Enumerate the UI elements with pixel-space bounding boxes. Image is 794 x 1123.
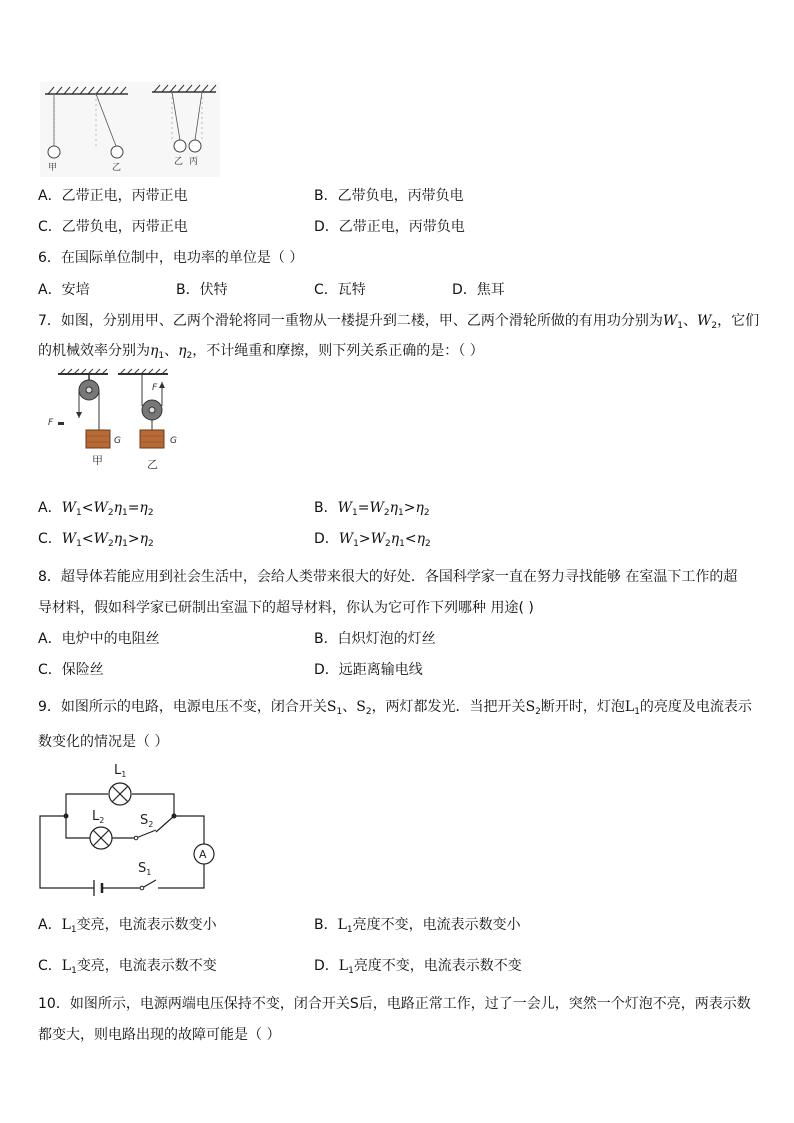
eta-symbol: η	[389, 500, 398, 516]
q8-option-d: D．远距离输电线	[314, 662, 423, 678]
q9-stem-line2: 数变化的情况是（ ）	[38, 734, 169, 750]
q9-text: 的亮度及电流表示	[639, 699, 752, 715]
sub: 1	[336, 707, 343, 717]
label-yi-right: 乙	[174, 157, 184, 167]
sub: 2	[186, 351, 193, 361]
switch-symbol: S	[525, 699, 536, 715]
w-symbol: W	[61, 500, 76, 516]
force-label-jia: F	[48, 418, 54, 428]
q7-stem-line2-tail: ，不计绳重和摩擦，则下列关系正确的是：（ ）	[192, 343, 484, 359]
sub: 1	[353, 539, 359, 549]
q6-option-d: D．焦耳	[452, 282, 505, 298]
lamp-symbol: L	[61, 958, 72, 974]
q9-option-d	[314, 957, 522, 975]
q9-text: ，两灯都发光．当把开关	[371, 699, 526, 715]
svg-text:L1	[114, 763, 126, 779]
sub: 1	[158, 351, 165, 361]
label-s1-sub: 1	[146, 868, 152, 877]
sub: 2	[107, 508, 114, 518]
weight-label-jia: G	[114, 436, 121, 446]
q7-option-b	[314, 499, 430, 517]
label-yi-left: 乙	[112, 163, 122, 173]
label-s1: S	[138, 861, 147, 876]
w-symbol: W	[61, 531, 77, 547]
weight-label-yi: G	[170, 436, 177, 446]
q9-option-c	[38, 957, 217, 975]
sub: 2	[385, 539, 391, 549]
w-symbol: W	[337, 500, 352, 516]
q7-stem-line2	[38, 342, 484, 360]
eta-symbol: η	[150, 343, 159, 359]
weight-block-jia	[86, 430, 110, 448]
option-letter: B．	[314, 917, 338, 933]
svg-text:S2	[140, 813, 153, 829]
q7-stem-line1	[38, 312, 759, 330]
option-text: 变亮，电流表示数不变	[76, 958, 217, 974]
q7-option-a	[38, 499, 154, 517]
sub: 2	[425, 539, 431, 549]
sub: 1	[71, 966, 77, 976]
sub: 1	[70, 925, 77, 935]
q6-option-b: B．伏特	[176, 282, 228, 298]
relation: >	[358, 531, 371, 547]
relation: =	[357, 500, 370, 516]
label-l2-sub: 2	[99, 816, 105, 825]
q9-option-b	[314, 916, 521, 934]
w-symbol: W	[697, 313, 712, 329]
w-symbol: W	[93, 500, 108, 516]
w-symbol: W	[369, 500, 384, 516]
eta-symbol: η	[139, 500, 148, 516]
eta-symbol: η	[113, 531, 123, 547]
sub: 1	[346, 925, 353, 935]
w-symbol: W	[662, 313, 678, 329]
relation: =	[127, 500, 140, 516]
separator: 、	[342, 699, 357, 715]
w-symbol: W	[93, 531, 109, 547]
option-letter: C．	[38, 958, 62, 974]
relation: <	[81, 500, 94, 516]
option-letter: A．	[38, 500, 62, 516]
sub: 1	[352, 508, 358, 518]
eta-symbol: η	[390, 531, 400, 547]
sub: 2	[147, 508, 154, 518]
q5-option-d: D．乙带正电，丙带负电	[314, 219, 465, 235]
sub: 2	[365, 707, 372, 717]
option-letter: D．	[314, 531, 339, 547]
pulley-figure	[44, 368, 194, 478]
label-yi-pulley: 乙	[147, 458, 158, 471]
option-text: 变亮，电流表示数变小	[76, 917, 217, 933]
option-letter: A．	[38, 917, 62, 933]
q7-option-c	[38, 530, 154, 548]
label-s2-sub: 2	[148, 820, 154, 829]
sub: 1	[121, 508, 128, 518]
q9-option-a	[38, 916, 217, 934]
q7-stem-line1-text: 7．如图，分别用甲、乙两个滑轮将同一重物从一楼提升到二楼，甲、乙两个滑轮所做的有用功分别为	[38, 313, 663, 329]
ball-yi-left	[111, 146, 123, 158]
force-label-yi: F	[152, 383, 158, 393]
option-letter: B．	[314, 500, 338, 516]
label-jia: 甲	[48, 163, 58, 173]
sub: 2	[148, 539, 154, 549]
sub: 2	[423, 508, 430, 518]
sub: 1	[76, 539, 82, 549]
q8-option-c: C．保险丝	[38, 662, 104, 678]
q8-stem-line1: 8．超导体若能应用到社会生活中，会给人类带来很大的好处．各国科学家一直在努力寻找能够 在室温下工作的超	[38, 569, 738, 585]
relation: <	[404, 531, 417, 547]
q10-stem-line2: 都变大，则电路出现的故障可能是（ ）	[38, 1027, 281, 1043]
label-bing: 丙	[189, 157, 199, 167]
label-l1: L	[114, 763, 122, 778]
q7-option-d	[314, 530, 431, 548]
sub: 2	[108, 539, 114, 549]
ball-bing	[189, 140, 201, 152]
q5-option-b: B．乙带负电，丙带负电	[314, 188, 464, 204]
sub: 1	[122, 539, 128, 549]
lamp-symbol: L	[338, 958, 349, 974]
weight-block-yi	[140, 430, 164, 448]
option-letter: C．	[38, 531, 62, 547]
relation: <	[81, 531, 94, 547]
w-symbol: W	[338, 531, 354, 547]
sub: 1	[348, 966, 354, 976]
separator: 、	[683, 313, 698, 329]
sub: 2	[711, 321, 718, 331]
q6-option-a: A．安培	[38, 282, 90, 298]
eta-symbol: η	[416, 531, 426, 547]
sub: 2	[383, 508, 390, 518]
q5-option-a: A．乙带正电，丙带正电	[38, 188, 188, 204]
q7-stem-line2-text: 的机械效率分别为	[38, 343, 150, 359]
svg-text:L2	[92, 809, 104, 825]
separator: 、	[164, 343, 179, 359]
q6-option-c: C．瓦特	[314, 282, 366, 298]
q7-stem-line1-tail: ，它们	[717, 313, 760, 329]
option-text: 亮度不变，电流表示数不变	[353, 958, 522, 974]
sub: 1	[75, 508, 82, 518]
q8-option-b: B．白炽灯泡的灯丝	[314, 631, 436, 647]
sub: 1	[634, 707, 640, 717]
sub: 1	[399, 539, 405, 549]
q9-text: 断开时，灯泡	[540, 699, 625, 715]
lamp-symbol: L	[61, 917, 71, 933]
sub: 2	[535, 707, 541, 717]
switch-symbol: S	[326, 699, 337, 715]
label-l1-sub: 1	[121, 770, 127, 779]
lamp-symbol: L	[337, 917, 347, 933]
relation: >	[403, 500, 416, 516]
label-jia-pulley: 甲	[92, 454, 103, 467]
lamp-symbol: L	[624, 699, 635, 715]
svg-text:S1	[138, 861, 151, 877]
eta-symbol: η	[178, 343, 187, 359]
switch-symbol: S	[356, 699, 366, 715]
q9-stem-line1	[38, 698, 752, 716]
label-s2: S	[140, 813, 149, 828]
q10-stem-line1: 10．如图所示，电源两端电压保持不变，闭合开关S后，电路正常工作，过了一会儿，突然一个灯泡不亮，两表示数	[38, 996, 751, 1012]
eta-symbol: η	[415, 500, 424, 516]
w-symbol: W	[370, 531, 386, 547]
option-letter: D．	[314, 958, 339, 974]
eta-symbol: η	[139, 531, 149, 547]
label-l2: L	[92, 809, 100, 824]
sub: 1	[677, 321, 684, 331]
q9-text: 9．如图所示的电路，电源电压不变，闭合开关	[38, 699, 327, 715]
relation: >	[127, 531, 140, 547]
q8-stem-line2: 导材料，假如科学家已研制出室温下的超导材料，你认为它可作下列哪种 用途( )	[38, 600, 534, 616]
option-text: 亮度不变，电流表示数变小	[352, 917, 521, 933]
label-ammeter: A	[199, 848, 207, 861]
eta-symbol: η	[113, 500, 122, 516]
ball-yi-right	[174, 140, 186, 152]
charged-balls-figure	[40, 82, 220, 177]
q8-option-a: A．电炉中的电阻丝	[38, 631, 160, 647]
q6-stem: 6．在国际单位制中，电功率的单位是（ ）	[38, 250, 304, 266]
circuit-diagram	[36, 758, 216, 896]
ball-jia	[48, 146, 60, 158]
sub: 1	[397, 508, 404, 518]
q5-option-c: C．乙带负电，丙带正电	[38, 219, 188, 235]
